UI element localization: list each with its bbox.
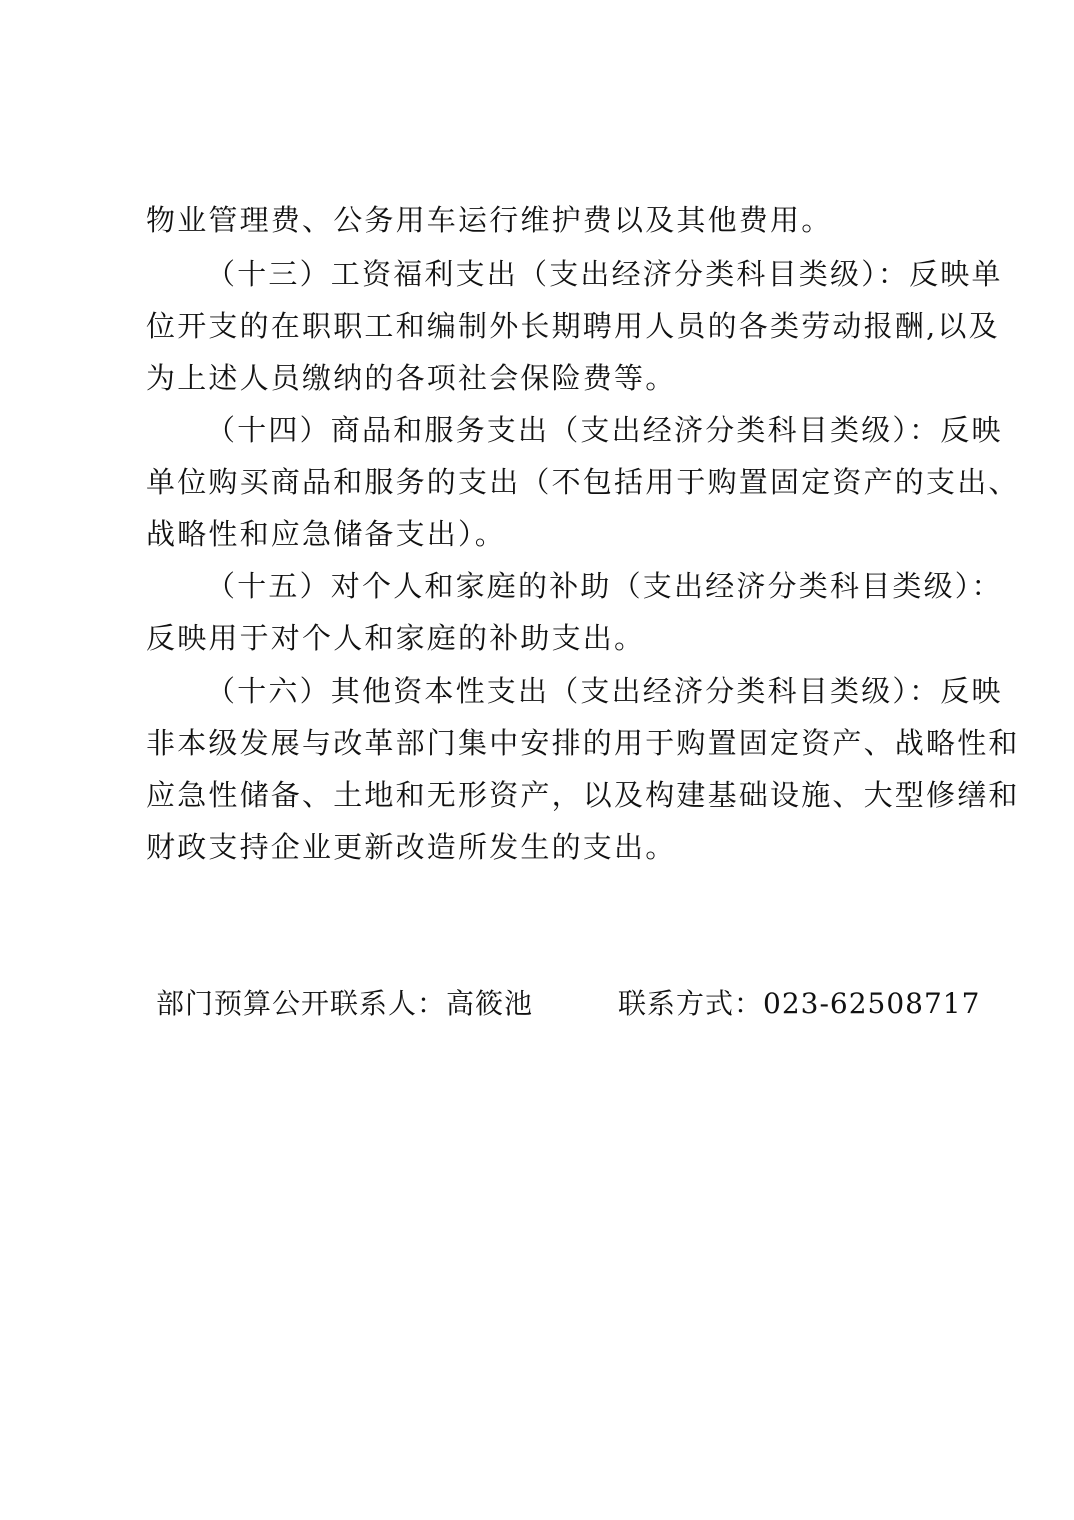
paragraph-16-line-1: （十六）其他资本性支出（支出经济分类科目类级）：反映 [206, 674, 1003, 708]
paragraph-13-line-2: 位开支的在职职工和编制外长期聘用人员的各类劳动报酬,以及 [146, 309, 1000, 343]
paragraph-14-line-2: 单位购买商品和服务的支出（不包括用于购置固定资产的支出、 [146, 465, 1020, 499]
paragraph-13-line-1: （十三）工资福利支出（支出经济分类科目类级）：反映单 [206, 257, 1003, 291]
paragraph-continuation-line-1: 物业管理费、公务用车运行维护费以及其他费用。 [146, 203, 833, 237]
paragraph-15-line-1: （十五）对个人和家庭的补助（支出经济分类科目类级）： [206, 569, 1003, 603]
paragraph-13-line-3: 为上述人员缴纳的各项社会保险费等。 [146, 361, 677, 395]
contact-phone: 联系方式：023-62508717 [618, 987, 981, 1020]
paragraph-15-line-2: 反映用于对个人和家庭的补助支出。 [146, 621, 646, 655]
paragraph-16-line-3: 应急性储备、土地和无形资产，以及构建基础设施、大型修缮和 [146, 778, 1020, 812]
paragraph-16-line-4: 财政支持企业更新改造所发生的支出。 [146, 830, 677, 864]
paragraph-14-line-1: （十四）商品和服务支出（支出经济分类科目类级）：反映 [206, 413, 1003, 447]
contact-person: 部门预算公开联系人：高筱池 [156, 987, 534, 1020]
paragraph-14-line-3: 战略性和应急储备支出）。 [146, 517, 506, 551]
paragraph-16-line-2: 非本级发展与改革部门集中安排的用于购置固定资产、战略性和 [146, 726, 1020, 760]
